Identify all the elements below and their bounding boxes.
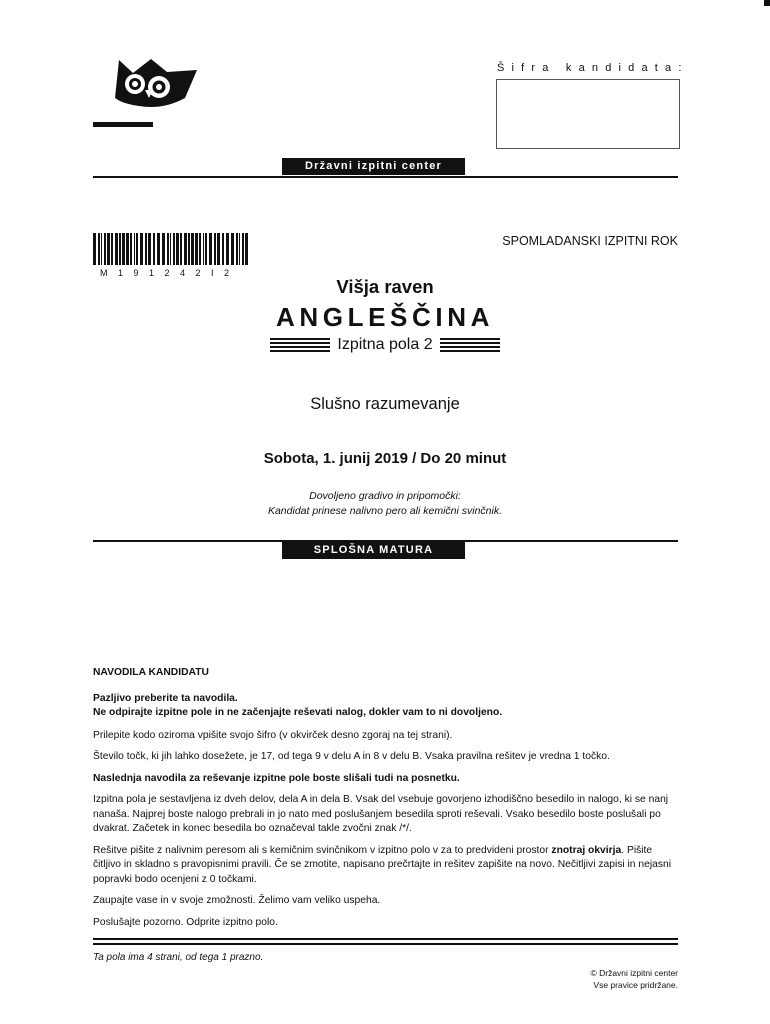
barcode-bar <box>136 233 138 265</box>
barcode-bar <box>239 233 240 265</box>
barcode-bar <box>195 233 198 265</box>
barcode-bar <box>176 233 179 265</box>
barcode-bar <box>191 233 194 265</box>
allowed-materials-text: Kandidat prinese nalivno pero ali kemični svinčnik. <box>267 505 503 517</box>
barcode-bar <box>184 233 187 265</box>
exam-paper-row <box>270 335 500 355</box>
barcode-bar <box>145 233 147 265</box>
barcode-bar <box>107 233 110 265</box>
header-rule <box>93 176 678 178</box>
candidate-code-box[interactable] <box>496 79 680 149</box>
barcode-bar <box>93 233 96 265</box>
barcode-bar <box>173 233 175 265</box>
decorative-lines-left <box>270 338 330 352</box>
exam-part: Slušno razumevanje <box>310 395 460 413</box>
exam-date-duration: Sobota, 1. junij 2019 / Do 20 minut <box>263 450 507 467</box>
pages-note: Ta pola ima 4 strani, od tega 1 prazno. <box>93 952 264 963</box>
allowed-materials <box>0 489 770 519</box>
instructions-points: Število točk, ki jih lahko dosežete, je 17, od tega 9 v delu A in 8 v delu B. Vsaka pravilna rešitev je vredna 1 točko. <box>93 751 610 762</box>
candidate-instructions <box>93 666 679 937</box>
copyright-line2: Vse pravice pridržane. <box>593 980 678 990</box>
barcode-bar <box>226 233 229 265</box>
barcode-bar <box>231 233 234 265</box>
decorative-lines-right <box>440 338 500 352</box>
barcode-bar <box>157 233 160 265</box>
copyright-line1: © Državni izpitni center <box>590 968 678 978</box>
barcode-bar <box>167 233 169 265</box>
barcode-bar <box>222 233 224 265</box>
barcode-bar <box>115 233 118 265</box>
barcode-bar <box>170 233 171 265</box>
instructions-structure: Izpitna pola je sestavljena iz dveh delov, dela A in dela B. Vsak del vsebuje govorjeno izhodiščno besedilo in nalogo, ki se nanj nanaša. Najprej boste nalogo prebrali in jo nato med poslušanjem besedila sproti reševali. Vsako besedilo boste poslušali po dvakrat. Začetek in konec besedila bo označeval takle zvočni znak /*/. <box>93 794 669 834</box>
instructions-heading: NAVODILA KANDIDATU <box>93 667 209 678</box>
allowed-materials-title: Dovoljeno gradivo in pripomočki: <box>309 490 461 502</box>
instructions-answers-a: Rešitve pišite z nalivnim peresom ali s kemičnim svinčnikom v izpitno polo v za to predvideni prostor <box>93 844 549 856</box>
barcode-bar <box>153 233 155 265</box>
footer-rule-2 <box>93 943 678 945</box>
instructions-trust: Zaupajte vase in v svoje zmožnosti. Želimo vam veliko uspeha. <box>93 895 381 906</box>
instructions-answers-bold: znotraj okvirja <box>551 844 622 856</box>
instructions-recording: Naslednja navodila za reševanje izpitne pole boste slišali tudi na posnetku. <box>93 772 460 784</box>
exam-center-label: Državni izpitni center <box>282 158 465 175</box>
instructions-answers <box>93 844 679 888</box>
barcode-bar <box>214 233 216 265</box>
barcode-bar <box>122 233 125 265</box>
barcode-bar <box>140 233 143 265</box>
copyright <box>590 967 678 991</box>
barcode-bar <box>245 233 248 265</box>
ric-owl-logo <box>93 46 205 128</box>
exam-paper: Izpitna pola 2 <box>337 336 433 353</box>
instructions-warning-line2: Ne odpirajte izpitne pole in ne začenjajte reševati nalog, dokler vam to ni dovoljeno. <box>93 707 503 718</box>
barcode-bar <box>104 233 106 265</box>
barcode-bar <box>205 233 207 265</box>
exam-term: SPOMLADANSKI IZPITNI ROK <box>502 234 678 248</box>
matura-label: SPLOŠNA MATURA <box>282 542 465 559</box>
barcode-bar <box>101 233 102 265</box>
footer-rule-1 <box>93 938 678 940</box>
barcode-bar <box>188 233 190 265</box>
barcode-bar <box>98 233 100 265</box>
barcode-bar <box>180 233 182 265</box>
instructions-warning <box>93 692 679 721</box>
barcode-number: M191242I2 <box>100 268 240 278</box>
instructions-answers-b: . Pišite čitljivo in skladno s pravopisnimi pravili. Če se zmotite, napisano prečrtajte in rešitev zapišite na novo. Nečitljivi zapisi in nejasni popravki bodo ocenjeni z 0 točkami. <box>93 844 672 885</box>
barcode-bar <box>217 233 220 265</box>
barcode <box>93 233 251 265</box>
barcode-bar <box>130 233 132 265</box>
barcode-bar <box>242 233 244 265</box>
barcode-bar <box>236 233 238 265</box>
exam-subject: ANGLEŠČINA <box>276 302 494 332</box>
instructions-listen: Poslušajte pozorno. Odprite izpitno polo. <box>93 916 278 928</box>
barcode-bar <box>111 233 113 265</box>
exam-level: Višja raven <box>336 276 434 297</box>
barcode-bar <box>203 233 204 265</box>
candidate-code-label: Šifra kandidata: <box>497 62 689 74</box>
instructions-warning-line1: Pazljivo preberite ta navodila. <box>93 692 238 704</box>
barcode-bar <box>119 233 121 265</box>
barcode-bar <box>209 233 212 265</box>
barcode-bar <box>162 233 165 265</box>
page-corner-mark <box>764 0 770 6</box>
barcode-bar <box>148 233 151 265</box>
instructions-code: Prilepite kodo oziroma vpišite svojo šifro (v okvirček desno zgoraj na tej strani). <box>93 729 453 741</box>
barcode-bar <box>199 233 201 265</box>
barcode-bar <box>126 233 129 265</box>
barcode-bar <box>134 233 135 265</box>
